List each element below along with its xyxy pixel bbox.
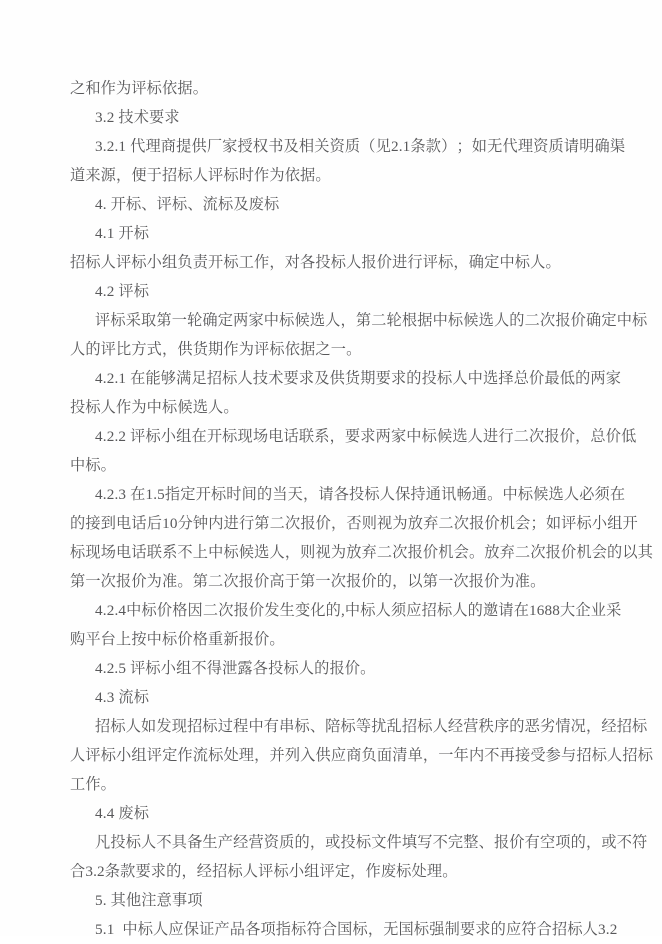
paragraph-b16 (70, 799, 592, 828)
text-line: 4 . 2 . 3 在 1 . 5 指 定 开 标 时 间 的 当 天 ， 请 各 投 标 人 保 持 通 讯 畅 通 。 中 标 候 选 人 必 须 在 (95, 486, 626, 503)
text-line: 之和作为评标依据。 (70, 80, 209, 97)
text-line: 标 现 场 电 话 联 系 不 上 中 标 候 选 人 ， 则 视 为 放 弃 二 次 报 价 机 会 。 放 弃 二 次 报 价 机 会 的 以 其 (70, 544, 654, 561)
document-text-body (70, 74, 654, 944)
paragraph-b18 (70, 886, 592, 915)
text-line: 3.2 技术要求 (95, 109, 180, 126)
paragraph-b3 (70, 132, 626, 190)
text-line: 4. 开标、评标、流标及废标 (95, 196, 280, 213)
text-line: 购平台上按中标价格重新报价。 (70, 631, 285, 648)
paragraph-b10 (70, 422, 637, 480)
text-line: 4.1 开标 (95, 225, 150, 242)
paragraph-b14 (70, 683, 592, 712)
paragraph-b1 (70, 74, 592, 103)
paragraph-b2 (70, 103, 592, 132)
text-line: 3 . 2 . 1 代 理 商 提 供 厂 家 授 权 书 及 相 关 资 质 （ 见 2 . 1 条 款 ） ； 如 无 代 理 资 质 请 明 确 渠 (95, 138, 626, 155)
text-line: 工作。 (70, 776, 117, 793)
text-line: 5. 其他注意事项 (95, 892, 203, 909)
paragraph-b15 (70, 712, 654, 799)
paragraph-b6 (70, 248, 592, 277)
text-line: 4.3 流标 (95, 689, 150, 706)
text-line: 4 . 2 . 4 中 标 价 格 因 二 次 报 价 发 生 变 化 的 , 中 标 人 须 应 招 标 人 的 邀 请 在 1 6 8 8 大 企 业 采 (95, 602, 622, 619)
text-line: 招标人评标小组负责开标工作，对各投标人报价进行评标，确定中标人。 (70, 254, 561, 271)
text-line: 道来源，便于招标人评标时作为依据。 (70, 167, 331, 184)
text-line: 人 评 标 小 组 评 定 作 流 标 处 理 ， 并 列 入 供 应 商 负 面 清 单 ， 一 年 内 不 再 接 受 参 与 招 标 人 招 标 (70, 747, 654, 764)
text-line: 的 接 到 电 话 后 1 0 分 钟 内 进 行 第 二 次 报 价 ， 否 则 视 为 放 弃 二 次 报 价 机 会 ； 如 评 标 小 组 开 (70, 515, 638, 532)
paragraph-b4 (70, 190, 592, 219)
paragraph-b11 (70, 480, 654, 596)
text-line: 合3.2条款要求的，经招标人评标小组评定，作废标处理。 (70, 863, 458, 880)
text-line: 4.2 评标 (95, 283, 150, 300)
text-line: 中标。 (70, 457, 117, 474)
text-line: 投标人作为中标候选人。 (70, 399, 239, 416)
text-line: 第一次报价为准。第二次报价高于第一次报价的，以第一次报价为准。 (70, 573, 546, 590)
text-line: 凡 投 标 人 不 具 备 生 产 经 营 资 质 的 ， 或 投 标 文 件 填 写 不 完 整 、 报 价 有 空 项 的 ， 或 不 符 (95, 834, 648, 851)
paragraph-b7 (70, 277, 592, 306)
text-line: 人的评比方式，供货期作为评标依据之一。 (70, 341, 362, 358)
paragraph-b17 (70, 828, 648, 886)
paragraph-b13 (70, 654, 592, 683)
text-line: 4.4 废标 (95, 805, 150, 822)
text-line: 评 标 采 取 第 一 轮 确 定 两 家 中 标 候 选 人 ， 第 二 轮 根 据 中 标 候 选 人 的 二 次 报 价 确 定 中 标 (95, 312, 648, 329)
paragraph-b5 (70, 219, 592, 248)
text-line: 5 . 1 中 标 人 应 保 证 产 品 各 项 指 标 符 合 国 标 ， 无 国 标 强 制 要 求 的 应 符 合 招 标 人 3 . 2 (95, 921, 618, 938)
text-line: 招 标 人 如 发 现 招 标 过 程 中 有 串 标 、 陪 标 等 扰 乱 招 标 人 经 营 秩 序 的 恶 劣 情 况 ， 经 招 标 (95, 718, 648, 735)
text-line: 4 . 2 . 2 评 标 小 组 在 开 标 现 场 电 话 联 系 ， 要 求 两 家 中 标 候 选 人 进 行 二 次 报 价 ， 总 价 低 (95, 428, 637, 445)
text-line: 4.2.5 评标小组不得泄露各投标人的报价。 (95, 660, 376, 677)
paragraph-b19 (70, 915, 618, 944)
paragraph-b9 (70, 364, 622, 422)
text-line: 4 . 2 . 1 在 能 够 满 足 招 标 人 技 术 要 求 及 供 货 期 要 求 的 投 标 人 中 选 择 总 价 最 低 的 两 家 (95, 370, 622, 387)
paragraph-b12 (70, 596, 622, 654)
paragraph-b8 (70, 306, 648, 364)
